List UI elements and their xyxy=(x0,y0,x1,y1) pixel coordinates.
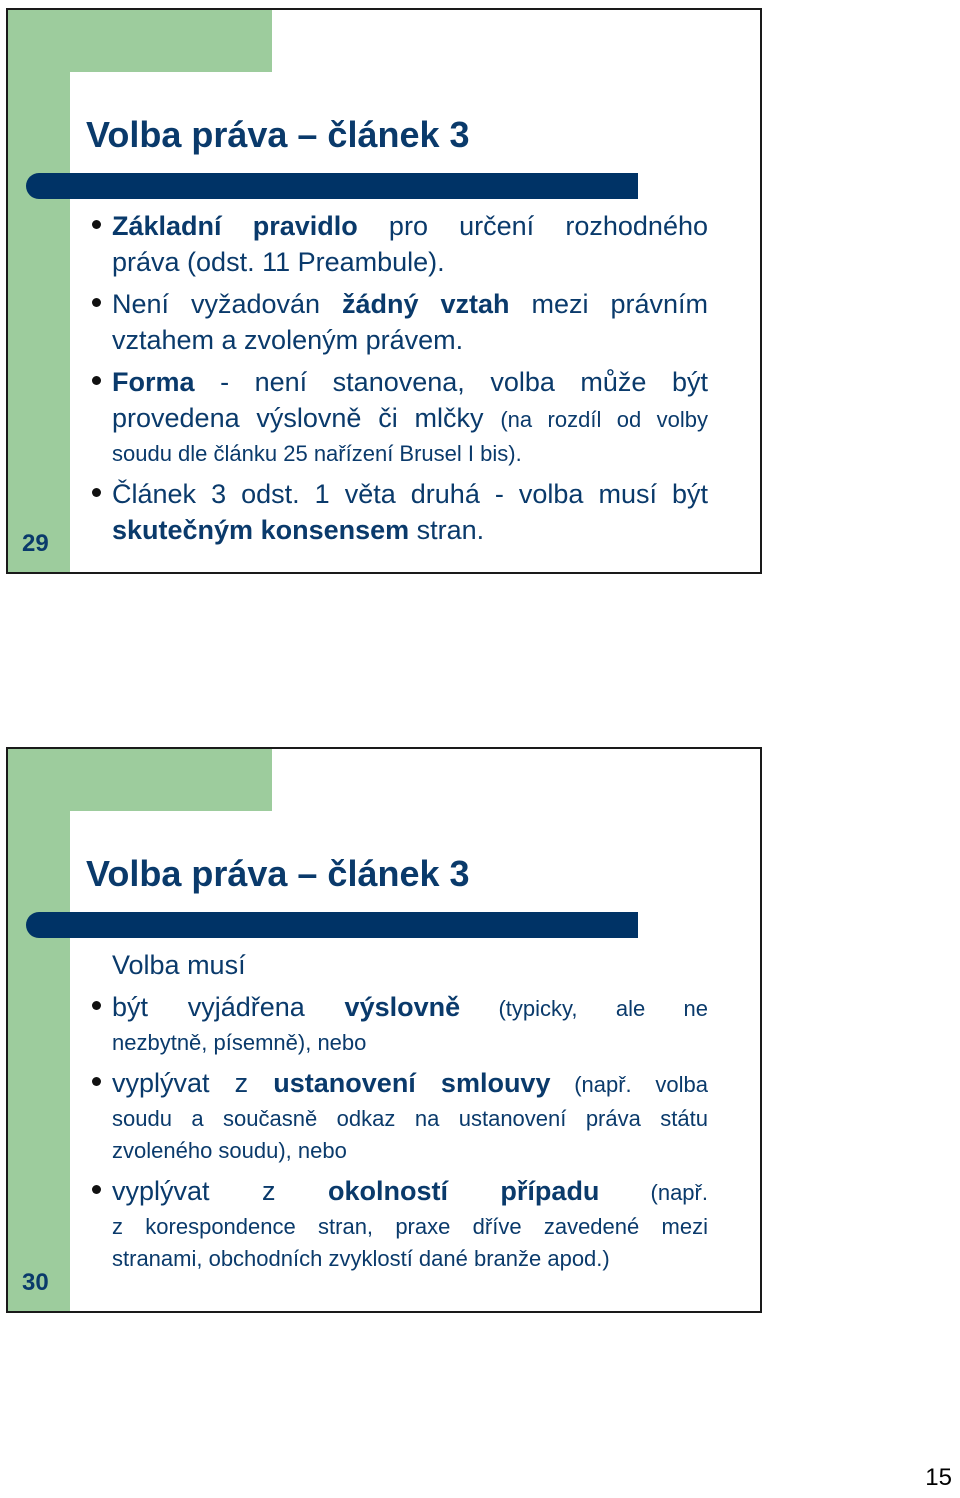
bullet-icon xyxy=(92,376,101,385)
bullet-icon xyxy=(92,488,101,497)
bullet-icon xyxy=(92,1185,101,1194)
slide-29 xyxy=(6,8,762,574)
list-item: Není vyžadován žádný vztah mezi právním vztahem a zvoleným právem. xyxy=(90,286,708,358)
bullet-icon xyxy=(92,220,101,229)
green-side-band xyxy=(8,749,70,1311)
bullet-icon xyxy=(92,298,101,307)
list-item: být vyjádřena výslovně (typicky, ale ne nezbytně, písemně), nebo xyxy=(90,989,708,1059)
green-side-band xyxy=(8,10,70,572)
bullet-icon xyxy=(92,1077,101,1086)
slide-number: 29 xyxy=(22,530,49,557)
list-item: Základní pravidlo pro určení rozhodného práva (odst. 11 Preambule). xyxy=(90,208,708,280)
bullet-icon xyxy=(92,1001,101,1010)
green-top-band xyxy=(8,10,272,72)
list-item: vyplývat z ustanovení smlouvy (např. volba soudu a současně odkaz na ustanovení práva státu zvoleného soudu), nebo xyxy=(90,1065,708,1167)
page-number: 15 xyxy=(925,1464,952,1491)
slide-30 xyxy=(6,747,762,1313)
list-item: Forma - není stanovena, volba může být provedena výslovně či mlčky (na rozdíl od volby soudu dle článku 25 nařízení Brusel I bis). xyxy=(90,364,708,470)
list-item: Článek 3 odst. 1 věta druhá - volba musí být skutečným konsensem stran. xyxy=(90,476,708,548)
slide-content xyxy=(90,208,708,554)
slide-number: 30 xyxy=(22,1269,49,1296)
title-underline-bar xyxy=(26,912,638,938)
green-top-band xyxy=(8,749,272,811)
intro-text: Volba musí xyxy=(112,950,246,980)
title-underline-bar xyxy=(26,173,638,199)
slide-title: Volba práva – článek 3 xyxy=(86,114,470,155)
slide-content xyxy=(90,947,708,1281)
slide-title: Volba práva – článek 3 xyxy=(86,853,470,894)
list-item: vyplývat z okolností případu (např. z korespondence stran, praxe dříve zavedené mezi stranami, obchodních zvyklostí dané branže apod.) xyxy=(90,1173,708,1275)
